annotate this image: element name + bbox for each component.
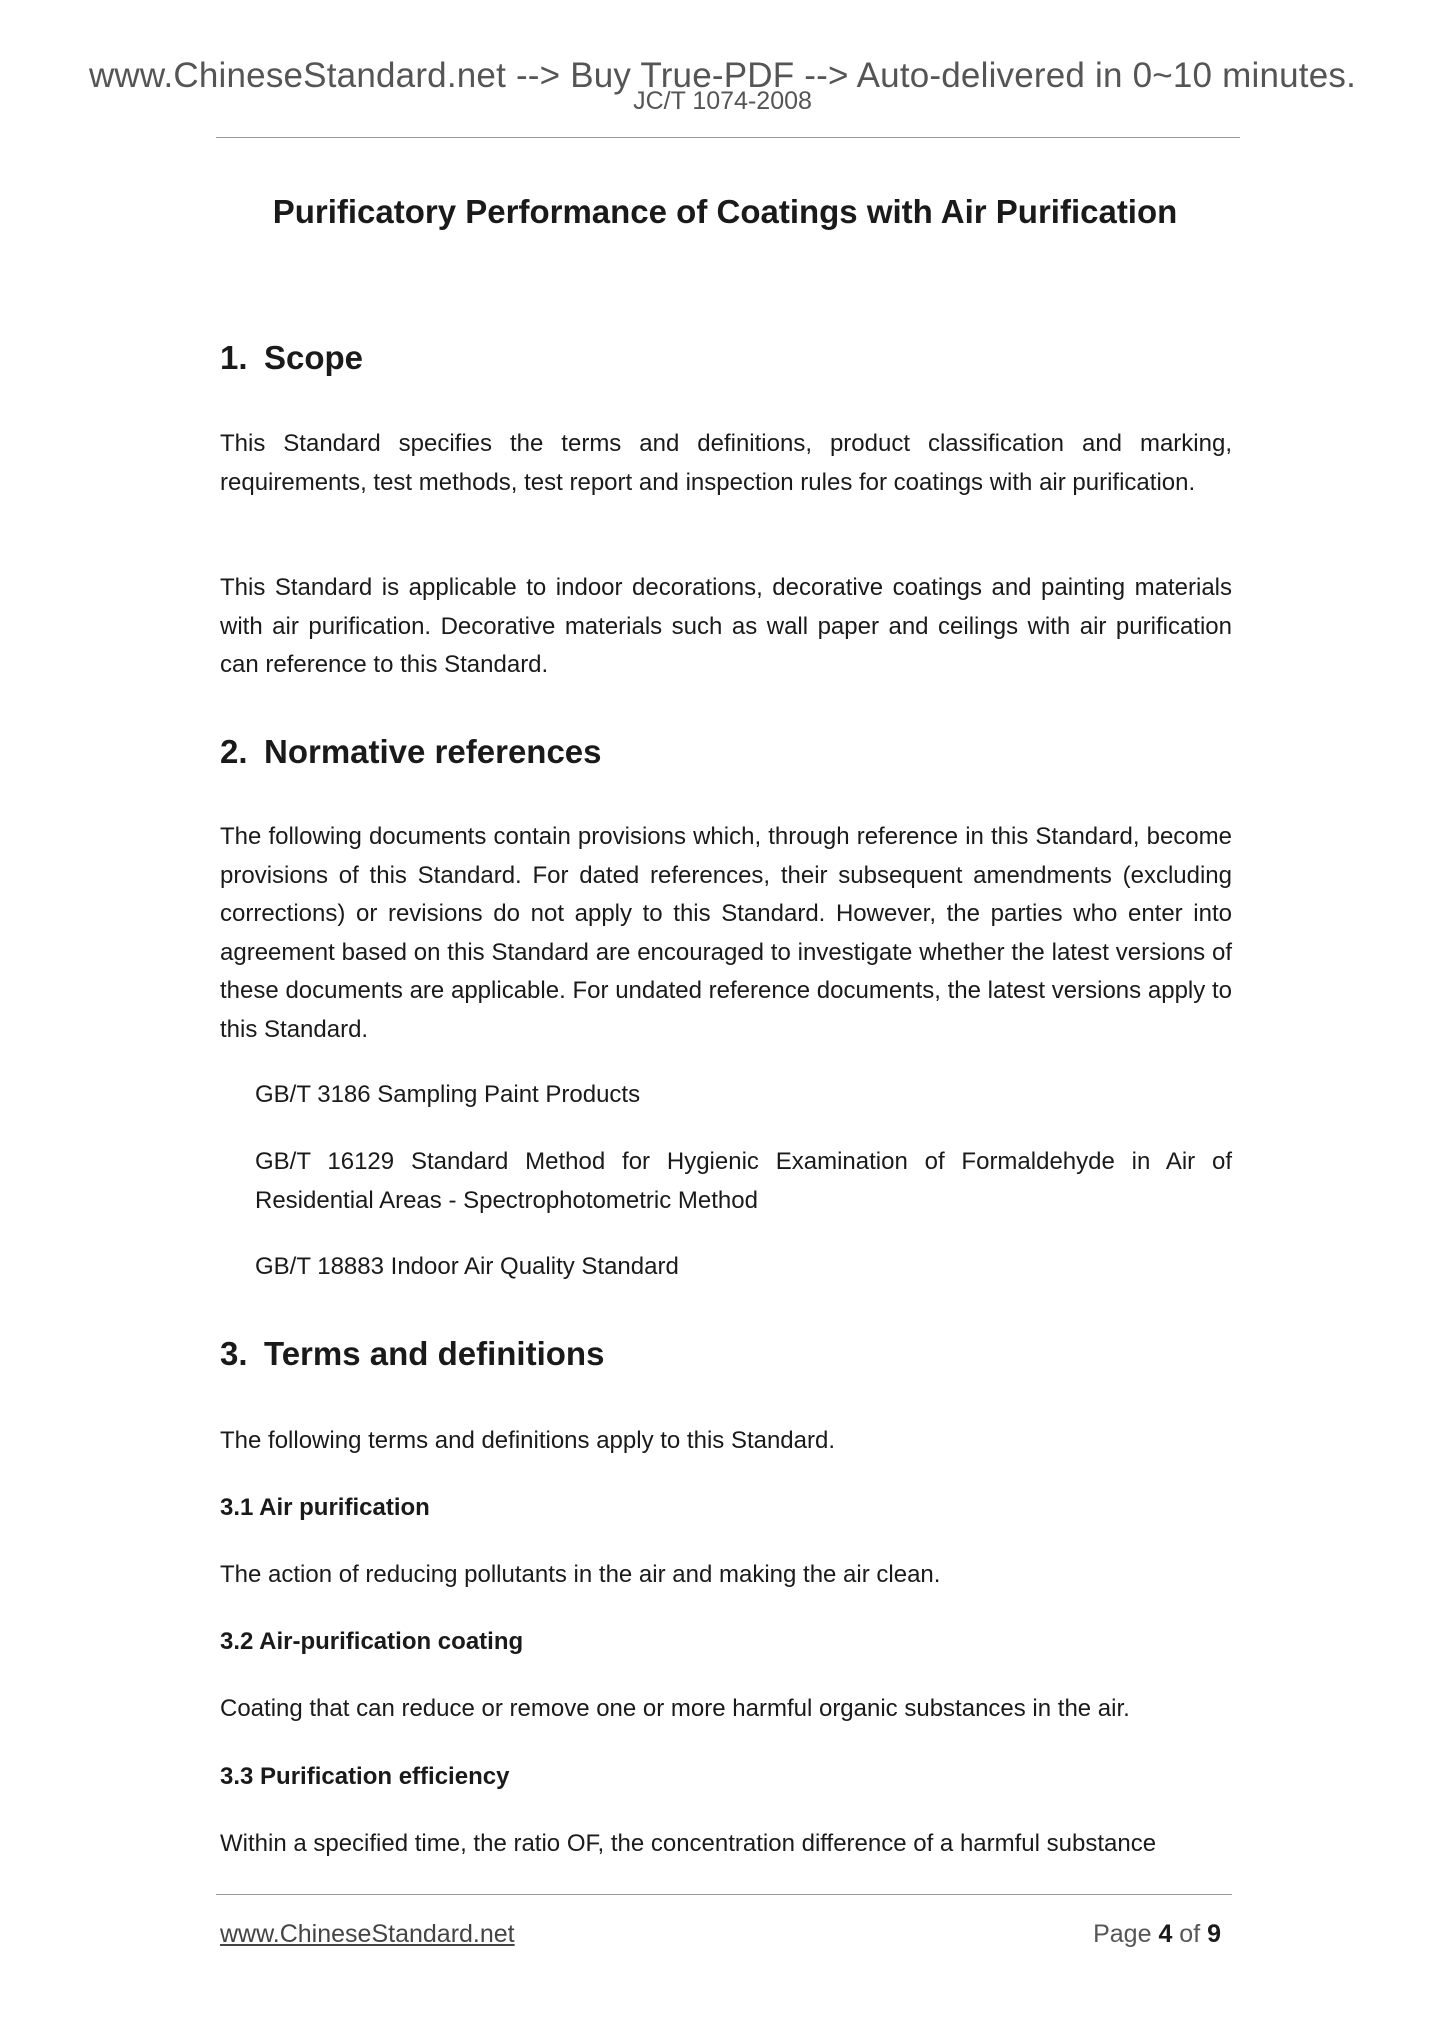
footer-divider xyxy=(216,1894,1232,1895)
page-current: 4 xyxy=(1158,1920,1173,1948)
terms-intro-paragraph: The following terms and definitions apply to this Standard. xyxy=(220,1427,836,1454)
term-heading: 3.3 Purification efficiency xyxy=(220,1763,510,1790)
header-divider xyxy=(216,137,1240,138)
document-title: Purificatory Performance of Coatings with Air Purification xyxy=(272,193,1178,230)
section-number: 3. xyxy=(220,1335,248,1372)
reference-item: GB/T 16129 Standard Method for Hygienic Examination of Formaldehyde in Air of Residential Areas - Spectrophotometric Method xyxy=(255,1148,1232,1214)
section-number: 2. xyxy=(220,733,248,770)
term-definition: The action of reducing pollutants in the air and making the air clean. xyxy=(220,1561,941,1588)
section-title: Normative references xyxy=(264,733,602,770)
scope-paragraph-1: This Standard specifies the terms and definitions, product classification and marking, requirements, test methods, test report and inspection rules for coatings with air purification. xyxy=(220,430,1232,496)
section-2-heading xyxy=(220,732,602,772)
term-heading: 3.1 Air purification xyxy=(220,1494,430,1521)
header-watermark: www.ChineseStandard.net --> Buy True-PDF --> Auto-delivered in 0~10 minutes. xyxy=(88,56,1357,95)
references-intro-paragraph: The following documents contain provisions which, through reference in this Standard, become provisions of this Standard. For dated references, their subsequent amendments (excluding corrections) or revisions do not apply to this Standard. However, the parties who enter into agreement based on this Standard are encouraged to investigate whether the latest versions of these documents are applicable. For undated reference documents, the latest versions apply to this Standard. xyxy=(220,823,1232,1043)
term-definition: Coating that can reduce or remove one or more harmful organic substances in the air. xyxy=(220,1695,1130,1722)
section-3-heading xyxy=(220,1334,604,1374)
page-indicator xyxy=(1093,1918,1221,1950)
page-prefix: Page xyxy=(1093,1920,1159,1948)
document-code: JC/T 1074-2008 xyxy=(633,87,812,115)
footer-site-link[interactable]: www.ChineseStandard.net xyxy=(220,1920,515,1948)
section-1-heading xyxy=(220,338,363,378)
reference-item: GB/T 3186 Sampling Paint Products xyxy=(255,1081,641,1108)
page-total: 9 xyxy=(1207,1920,1221,1948)
section-number: 1. xyxy=(220,339,248,376)
section-title: Scope xyxy=(264,339,364,376)
page-middle: of xyxy=(1172,1920,1208,1948)
scope-paragraph-2: This Standard is applicable to indoor decorations, decorative coatings and painting materials with air purification. Decorative materials such as wall paper and ceilings with air purification can reference to this Standard. xyxy=(220,574,1232,678)
section-title: Terms and definitions xyxy=(264,1335,605,1372)
term-definition: Within a specified time, the ratio OF, the concentration difference of a harmful substance xyxy=(220,1830,1157,1857)
term-heading: 3.2 Air-purification coating xyxy=(220,1628,524,1655)
reference-item: GB/T 18883 Indoor Air Quality Standard xyxy=(255,1253,679,1280)
